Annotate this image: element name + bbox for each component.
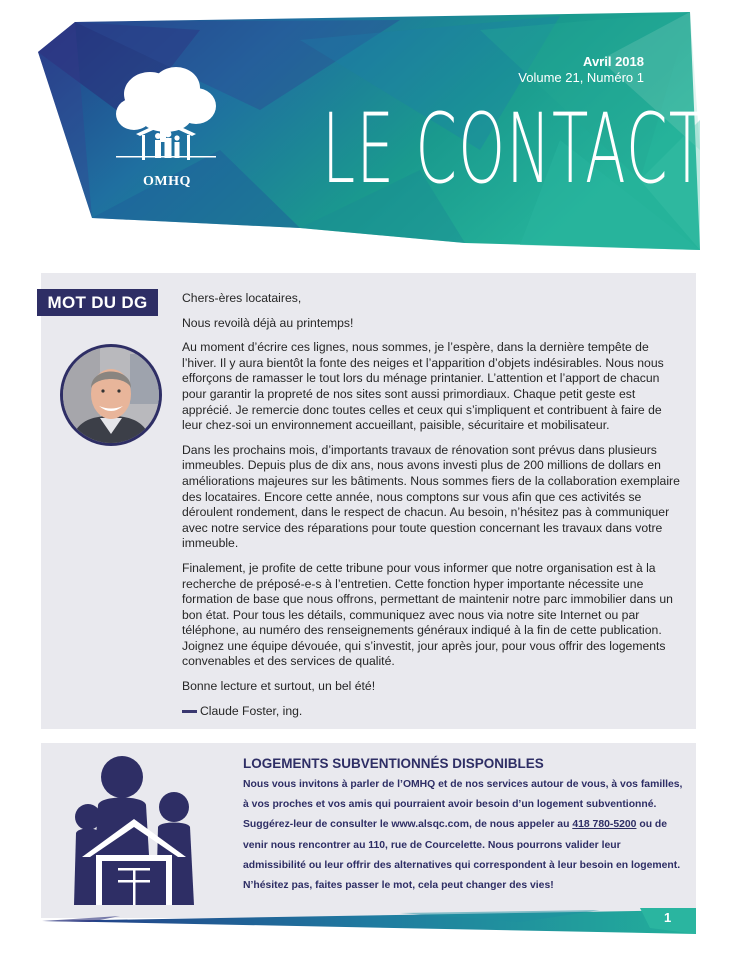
- issue-volume: Volume 21, Numéro 1: [518, 70, 644, 85]
- section-badge: MOT DU DG: [37, 289, 158, 316]
- signature-name: Claude Foster, ing.: [200, 703, 303, 718]
- omhq-logo-icon: [110, 64, 222, 174]
- letter-paragraph: Nous revoilà déjà au printemps!: [182, 315, 354, 330]
- director-portrait: [60, 344, 162, 446]
- newsletter-title: LE CONTACT: [322, 93, 707, 205]
- signature: [182, 704, 684, 720]
- housing-title: LOGEMENTS SUBVENTIONNÉS DISPONIBLES: [243, 756, 544, 771]
- housing-text-part: Nous vous invitons à parler de l’OMHQ et de nos services autour de vous, à vos familles, à vos proches et vos amis qui pourraient avoir besoin d’un logement subventionné. Suggérez-leur de consulter le www.alsqc.com, de nous appeler au: [243, 779, 683, 831]
- letter-paragraph: Bonne lecture et surtout, un bel été!: [182, 679, 376, 694]
- issue-date: Avril 2018: [583, 54, 644, 69]
- housing-text: [243, 775, 683, 896]
- signature-dash: [182, 710, 197, 713]
- footer-band: [0, 900, 738, 953]
- phone-number: 418 780-5200: [572, 819, 637, 831]
- housing-text-part: ou de venir nous rencontrer au 110, rue de Courcelette. Nous pourrons valider leur admissibilité ou leur offrir des alternatives qui correspondent à leur besoin en logement. N’hésitez pas, faites passer le mot, cela peut changer des vies!: [243, 819, 681, 892]
- letter-paragraph: Dans les prochains mois, d’importants travaux de rénovation sont prévus dans plusieurs immeubles. Depuis plus de dix ans, nous avons investi plus de 200 millions de dollars en améliorations majeures sur les bâtiments. Nous sommes fiers de la collaboration exemplaire des locataires. Encore cette année, nous comptons sur vous afin que ces activités se déroulent rondement, dans le respect de chacun. Au besoin, n’hésitez pas à communiquer avec notre service des réparations pour toute question concernant les travaux dans votre immeuble.: [182, 442, 680, 551]
- family-house-icon: [70, 755, 200, 905]
- letter-salutation: Chers-ères locataires,: [182, 291, 302, 305]
- letter-paragraph: Finalement, je profite de cette tribune pour vous informer que notre organisation est à la recherche de préposé-e-s à l’entretien. Cette fonction hyper importante nécessite une formation de base que nous offrons, permettant de maintenir notre parc immobilier dans un bon état. Pour tous les détails, communiquez avec nous via notre site Internet ou par téléphone, au numéro des renseignements généraux indiqué à la fin de cette publication. Joignez une équipe dévouée, qui s’investit, jour après jour, pour vous offrir des logements convenables et des services de qualité.: [182, 560, 673, 669]
- logo-text: OMHQ: [143, 174, 191, 189]
- page-number: 1: [664, 910, 672, 925]
- director-letter: [182, 291, 684, 719]
- letter-paragraph: Au moment d’écrire ces lignes, nous sommes, je l’espère, dans la dernière tempête de l’hiver. Il y aura bientôt la fonte des neiges et l’apparition d’objets indésirables. Nous nous efforçons de ramasser le tout lors du ménage printanier. L’attention et l’apport de chacun pour garantir la propreté de nos sites sont aussi primordiaux. Chaque petit geste est apprécié. Je remercie donc toutes celles et ceux qui s’impliquent et contribuent à faire de leur chez-soi un environnement accueillant, paisible, sécuritaire et mobilisateur.: [182, 340, 664, 433]
